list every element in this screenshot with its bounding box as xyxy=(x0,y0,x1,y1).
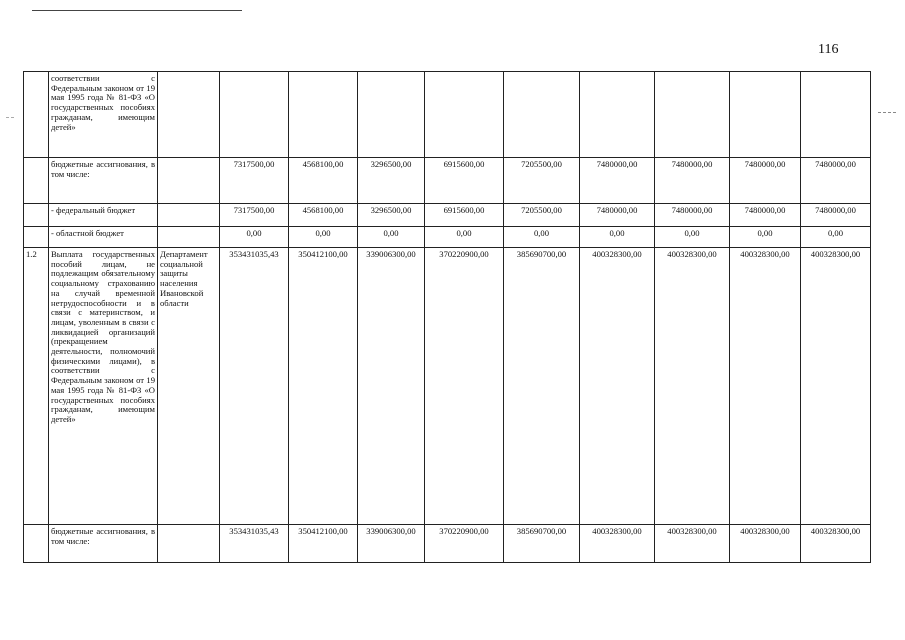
row-value: 6915600,00 xyxy=(425,158,504,204)
row-description: бюджетные ассигнования, в том числе: xyxy=(49,158,158,204)
row-value: 7480000,00 xyxy=(730,204,801,227)
budget-table xyxy=(23,71,871,563)
row-executor xyxy=(158,158,220,204)
row-value: 0,00 xyxy=(730,227,801,248)
row-executor xyxy=(158,72,220,158)
row-executor: Департамент социальной защиты населения Ивановской области xyxy=(158,248,220,525)
table-row xyxy=(24,227,871,248)
row-value: 350412100,00 xyxy=(289,248,358,525)
scan-mark xyxy=(6,117,14,118)
row-value xyxy=(358,72,425,158)
row-value xyxy=(220,72,289,158)
row-value xyxy=(504,72,580,158)
row-value: 339006300,00 xyxy=(358,248,425,525)
row-value: 370220900,00 xyxy=(425,525,504,563)
table-row xyxy=(24,525,871,563)
row-value: 400328300,00 xyxy=(655,525,730,563)
scan-mark xyxy=(878,112,896,113)
row-index xyxy=(24,525,49,563)
row-value: 400328300,00 xyxy=(655,248,730,525)
row-executor xyxy=(158,227,220,248)
row-value: 0,00 xyxy=(425,227,504,248)
row-value: 4568100,00 xyxy=(289,204,358,227)
row-index xyxy=(24,227,49,248)
row-value: 400328300,00 xyxy=(580,525,655,563)
row-description: соответствии с Федеральным законом от 19 мая 1995 года № 81-ФЗ «О государственных пособиях гражданам, имеющим детей» xyxy=(49,72,158,158)
row-value: 7480000,00 xyxy=(580,204,655,227)
row-value: 385690700,00 xyxy=(504,525,580,563)
row-value: 400328300,00 xyxy=(730,525,801,563)
table-row xyxy=(24,248,871,525)
row-value: 7480000,00 xyxy=(655,158,730,204)
row-value xyxy=(730,72,801,158)
row-value: 7317500,00 xyxy=(220,204,289,227)
row-executor xyxy=(158,204,220,227)
row-description: - областной бюджет xyxy=(49,227,158,248)
top-rule xyxy=(32,10,242,11)
row-index xyxy=(24,72,49,158)
row-value: 7480000,00 xyxy=(580,158,655,204)
row-value: 6915600,00 xyxy=(425,204,504,227)
row-value: 0,00 xyxy=(504,227,580,248)
row-index xyxy=(24,158,49,204)
row-value: 7480000,00 xyxy=(730,158,801,204)
row-value: 0,00 xyxy=(358,227,425,248)
row-value: 7205500,00 xyxy=(504,158,580,204)
row-value: 0,00 xyxy=(801,227,871,248)
row-value: 0,00 xyxy=(289,227,358,248)
row-value: 3296500,00 xyxy=(358,158,425,204)
row-value: 7480000,00 xyxy=(801,204,871,227)
row-value xyxy=(289,72,358,158)
row-value: 385690700,00 xyxy=(504,248,580,525)
row-index: 1.2 xyxy=(24,248,49,525)
row-value: 7480000,00 xyxy=(655,204,730,227)
page-number: 116 xyxy=(818,42,839,57)
row-value xyxy=(655,72,730,158)
row-value: 339006300,00 xyxy=(358,525,425,563)
row-value: 353431035,43 xyxy=(220,525,289,563)
row-value: 0,00 xyxy=(220,227,289,248)
row-executor xyxy=(158,525,220,563)
row-value: 400328300,00 xyxy=(801,525,871,563)
row-value xyxy=(801,72,871,158)
row-value xyxy=(425,72,504,158)
row-value: 7480000,00 xyxy=(801,158,871,204)
row-description: Выплата государственных пособий лицам, не подлежащим обязательному социальному страхованию на случай временной нетрудоспособности и в связи с материнством, и лицам, уволенным в связи с ликвидацией организаций (прекращением деятельности, полномочий физическими лицами), в соответствии с Федеральным законом от 19 мая 1995 года № 81-ФЗ «О государственных пособиях гражданам, имеющим детей» xyxy=(49,248,158,525)
row-value: 4568100,00 xyxy=(289,158,358,204)
row-description: - федеральный бюджет xyxy=(49,204,158,227)
row-value: 400328300,00 xyxy=(801,248,871,525)
row-value: 353431035,43 xyxy=(220,248,289,525)
row-value: 350412100,00 xyxy=(289,525,358,563)
table-row xyxy=(24,158,871,204)
row-index xyxy=(24,204,49,227)
row-value: 0,00 xyxy=(655,227,730,248)
row-value: 400328300,00 xyxy=(730,248,801,525)
row-value xyxy=(580,72,655,158)
row-value: 400328300,00 xyxy=(580,248,655,525)
table-row xyxy=(24,72,871,158)
row-description: бюджетные ассигнования, в том числе: xyxy=(49,525,158,563)
row-value: 0,00 xyxy=(580,227,655,248)
row-value: 3296500,00 xyxy=(358,204,425,227)
row-value: 370220900,00 xyxy=(425,248,504,525)
table-row xyxy=(24,204,871,227)
row-value: 7205500,00 xyxy=(504,204,580,227)
row-value: 7317500,00 xyxy=(220,158,289,204)
